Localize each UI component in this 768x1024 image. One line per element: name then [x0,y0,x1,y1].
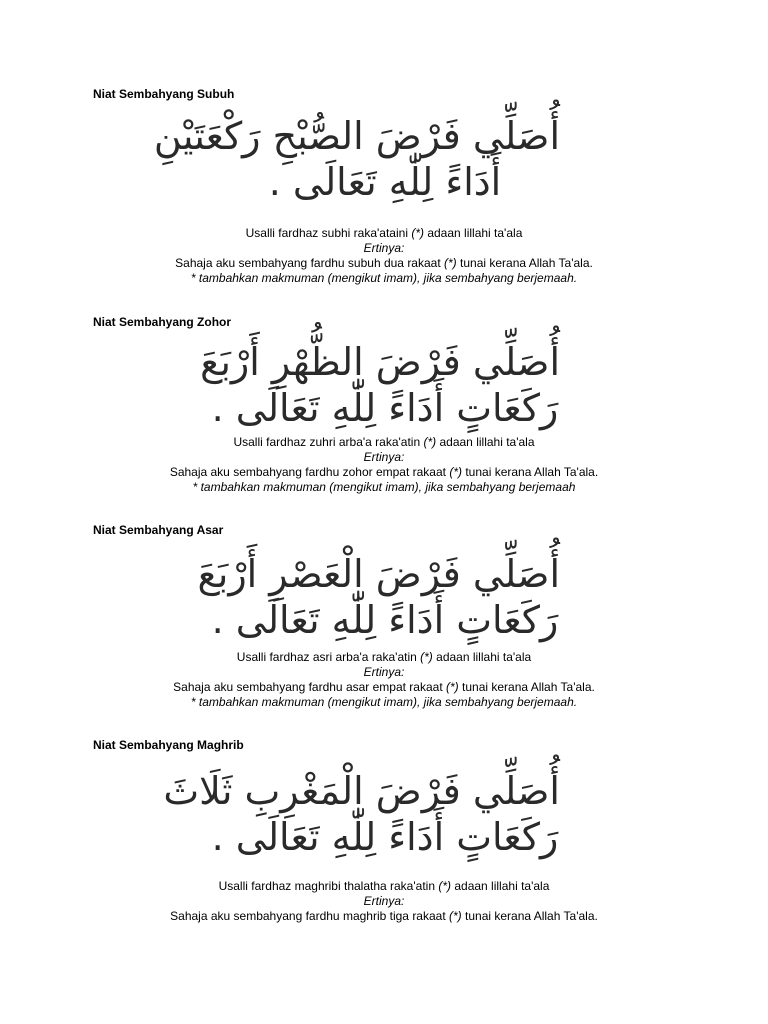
arabic-line-2: أَدَاءً لِلّٰهِ تَعَالَى . [268,160,502,204]
section-heading: Niat Sembahyang Subuh [93,87,235,101]
arabic-niat-image [197,551,560,643]
makmum-note: * tambahkan makmuman (mengikut imam), jika sembahyang berjemaah. [190,695,578,709]
ertinya-label: Ertinya: [363,894,405,908]
makmum-note: * tambahkan makmuman (mengikut imam), jika sembahyang berjemaah. [190,271,578,285]
ertinya-label: Ertinya: [363,665,405,679]
transliteration-line: Usalli fardhaz subhi raka'ataini (*) adaan lillahi ta'ala [245,226,523,240]
ertinya-label: Ertinya: [363,241,405,255]
arabic-line-1: أُصَلِّي فَرْضَ الْمَغْرِبِ ثَلَاثَ [163,769,560,813]
niat-text [0,435,768,495]
makmum-note: * tambahkan makmuman (mengikut imam), jika sembahyang berjemaah [192,480,576,494]
section-heading: Niat Sembahyang Maghrib [93,738,244,752]
section-heading: Niat Sembahyang Asar [93,523,224,537]
meaning-line: Sahaja aku sembahyang fardhu maghrib tiga rakaat (*) tunai kerana Allah Ta'ala. [170,909,598,923]
transliteration-line: Usalli fardhaz zuhri arba'a raka'atin (*) adaan lillahi ta'ala [233,435,535,449]
arabic-line-1: أُصَلِّي فَرْضَ الْعَصْرِ أَرْبَعَ [197,552,560,596]
arabic-niat-image [153,113,560,205]
arabic-line-1: أُصَلِّي فَرْضَ الظُّهْرِ أَرْبَعَ [200,340,560,384]
transliteration-line: Usalli fardhaz maghribi thalatha raka'atin (*) adaan lillahi ta'ala [218,879,550,893]
arabic-line-2: رَكَعَاتٍ أَدَاءً لِلّٰهِ تَعَالَى . [211,598,559,642]
arabic-line-2: رَكَعَاتٍ أَدَاءً لِلّٰهِ تَعَالَى . [211,815,559,859]
arabic-niat-image [163,768,560,860]
meaning-line: Sahaja aku sembahyang fardhu subuh dua rakaat (*) tunai kerana Allah Ta'ala. [175,256,593,270]
ertinya-label: Ertinya: [363,450,405,464]
arabic-line-1: أُصَلِّي فَرْضَ الصُّبْحِ رَكْعَتَيْنِ [153,114,560,158]
niat-text [0,879,768,924]
arabic-niat-image [200,339,560,431]
section-heading: Niat Sembahyang Zohor [93,315,232,329]
transliteration-line: Usalli fardhaz asri arba'a raka'atin (*) adaan lillahi ta'ala [236,650,532,664]
niat-text [0,226,768,286]
arabic-line-2: رَكَعَاتٍ أَدَاءً لِلّٰهِ تَعَالَى . [211,386,559,430]
niat-text [0,650,768,710]
meaning-line: Sahaja aku sembahyang fardhu zohor empat rakaat (*) tunai kerana Allah Ta'ala. [169,465,599,479]
meaning-line: Sahaja aku sembahyang fardhu asar empat rakaat (*) tunai kerana Allah Ta'ala. [173,680,595,694]
